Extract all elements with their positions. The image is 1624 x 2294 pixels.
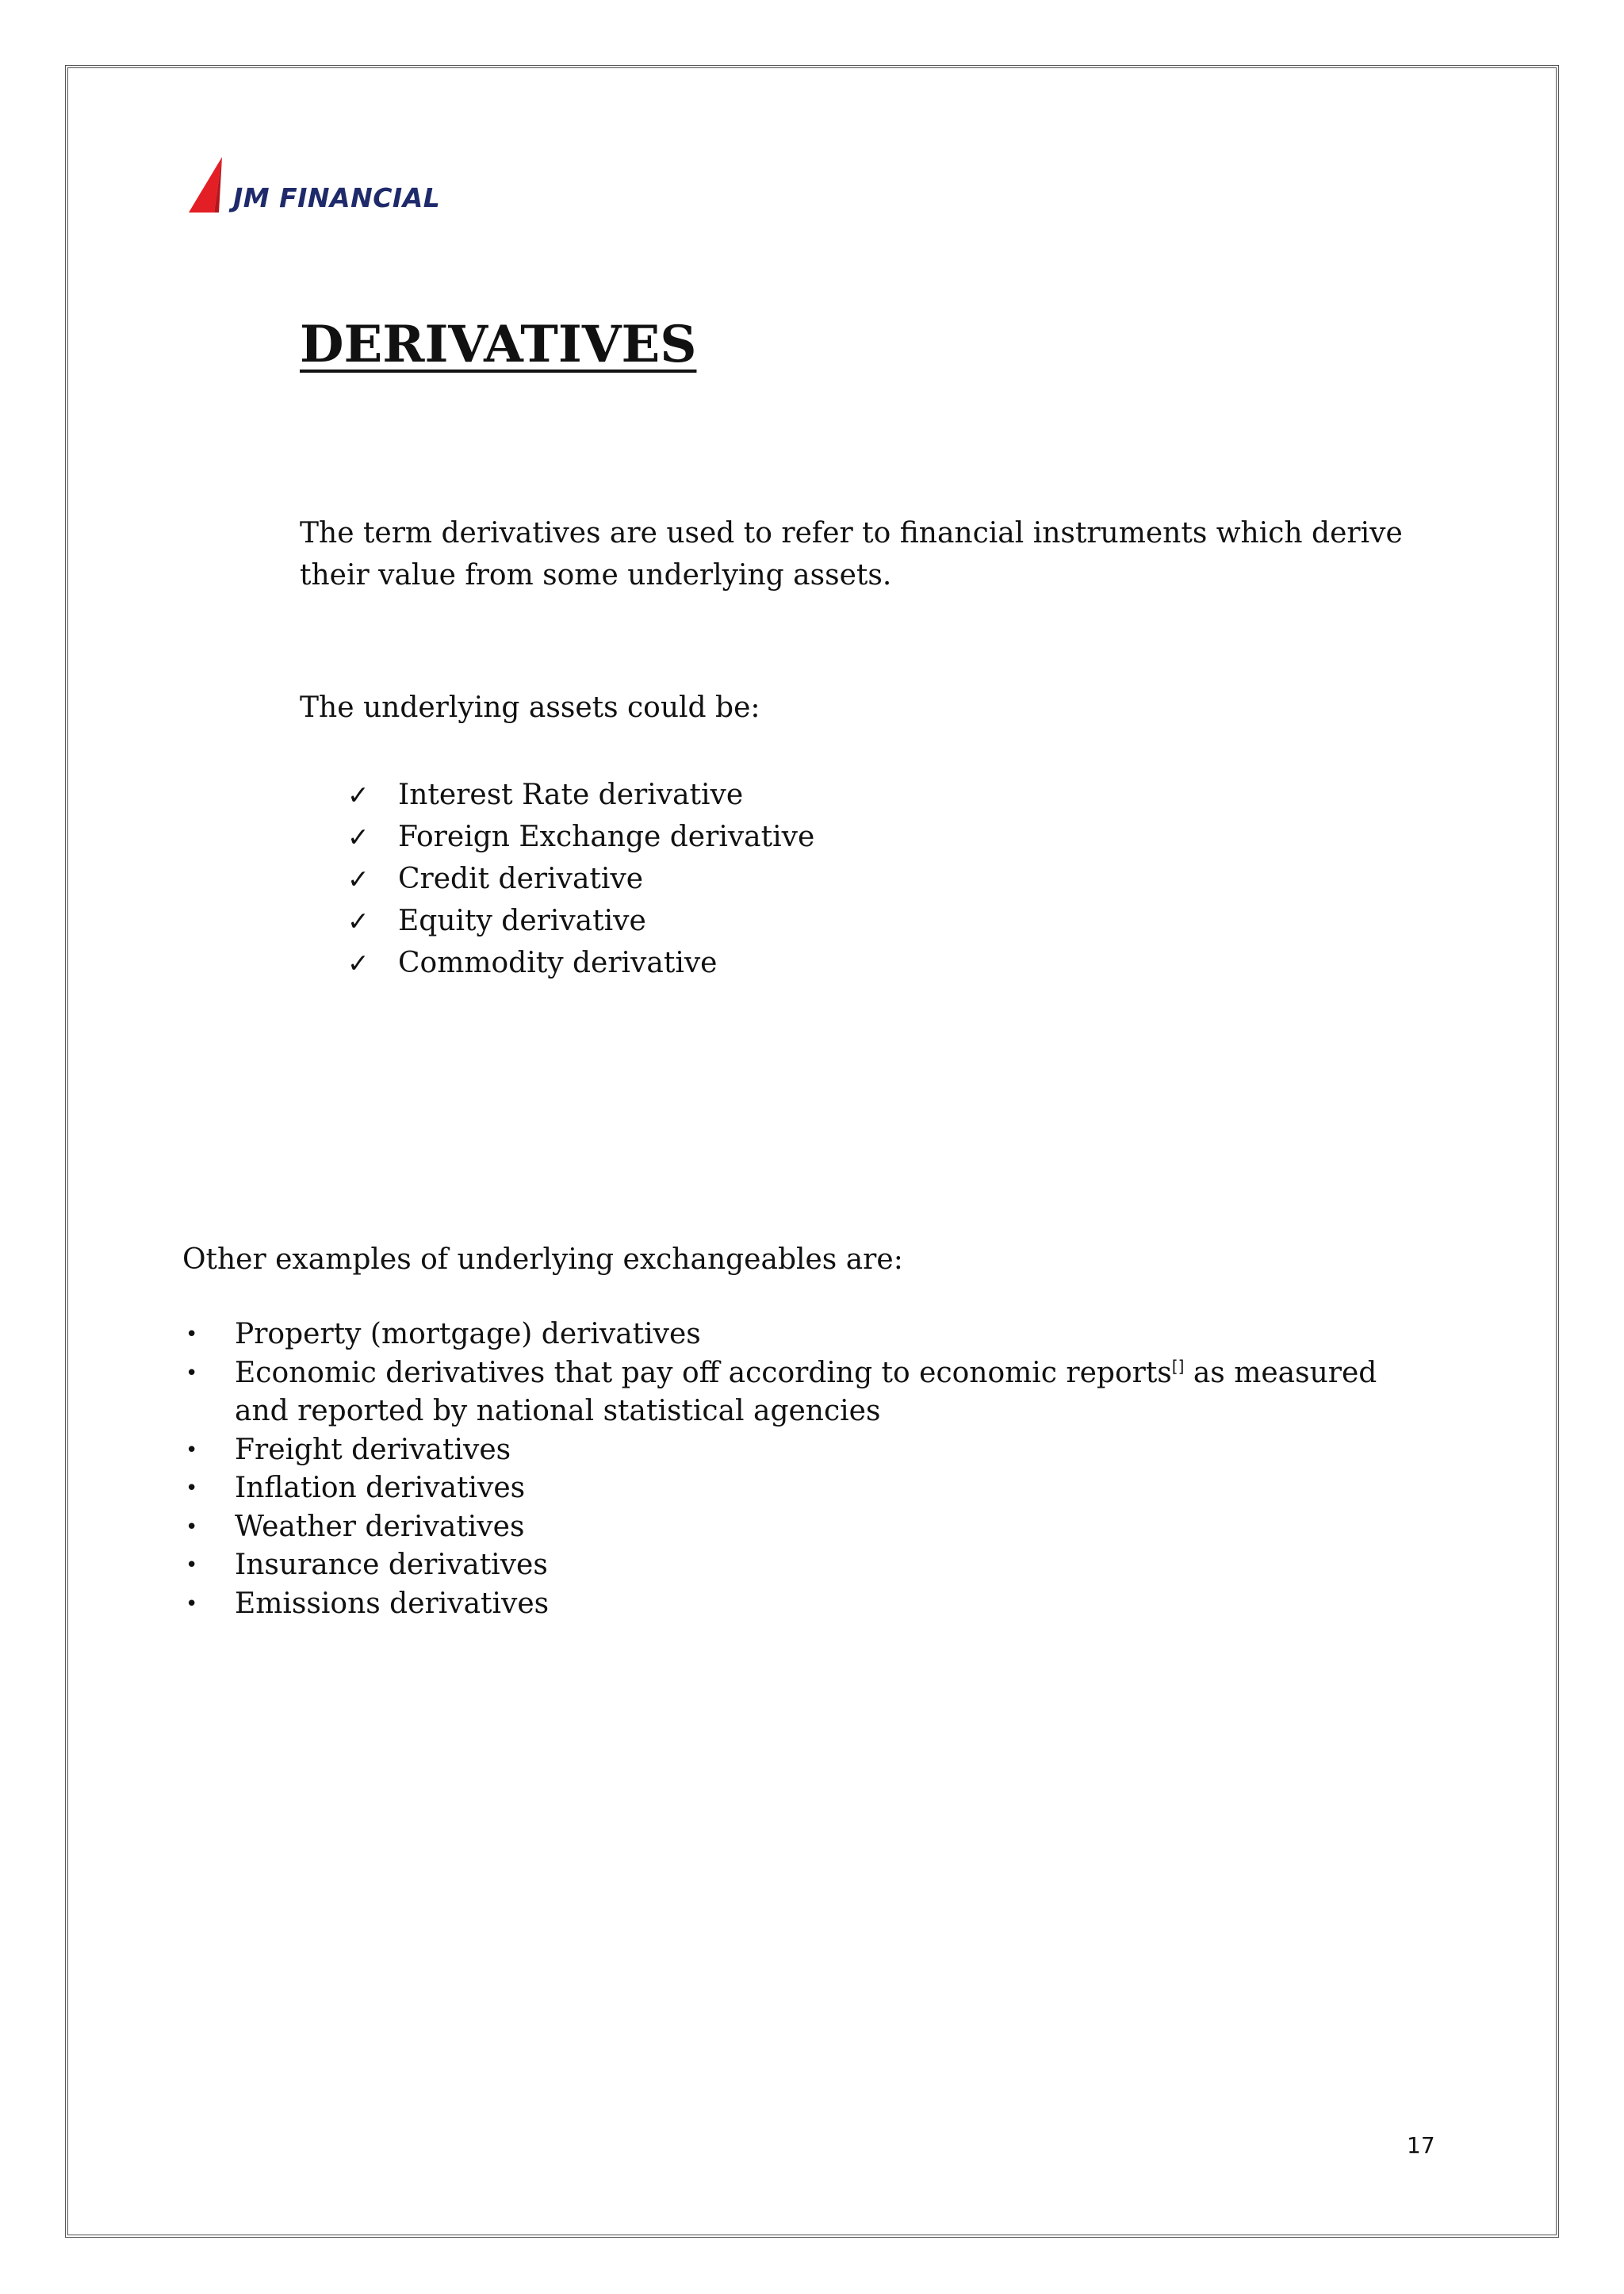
checkmark-icon: ✓ [347,821,370,852]
list-item-label: Property (mortgage) derivatives [235,1318,701,1350]
bullet-icon: • [186,1591,198,1616]
list-item [182,1354,1419,1431]
list-item [182,1469,1419,1508]
list-item-label: Equity derivative [398,905,646,937]
checkmark-icon: ✓ [347,779,370,810]
list-item-label: Commodity derivative [398,947,718,979]
list-item [347,816,814,858]
sail-logo-icon [187,157,227,213]
list-item-label: Freight derivatives [235,1433,511,1466]
list-item-label: Interest Rate derivative [398,779,744,811]
list-item [347,858,814,900]
other-examples-lead-text: Other examples of underlying exchangeables are: [182,1243,903,1276]
list-item-label [235,1354,1419,1431]
list-item [182,1508,1419,1547]
list-item-text-start: Economic derivatives that pay off according to economic reports [235,1356,1172,1389]
checkmark-icon: ✓ [347,948,370,978]
asset-checklist [347,774,814,984]
company-logo [187,157,440,213]
list-item [182,1546,1419,1585]
list-item-label: Insurance derivatives [235,1549,548,1581]
assets-lead-text: The underlying assets could be: [300,691,760,724]
list-item [347,942,814,984]
page-number: 17 [1407,2132,1435,2158]
reference-marker[interactable]: [] [1171,1356,1185,1376]
list-item-label: Emissions derivatives [235,1587,550,1620]
checkmark-icon: ✓ [347,864,370,894]
list-item [347,774,814,816]
list-item-text-end: as measured and reported by national statistical agencies [235,1356,1377,1427]
list-item [182,1431,1419,1470]
page-title: DERIVATIVES [300,315,697,374]
bullet-icon: • [186,1553,198,1577]
list-item-label: Credit derivative [398,863,644,895]
list-item-label: Inflation derivatives [235,1472,526,1504]
list-item-label: Weather derivatives [235,1510,525,1543]
list-item [182,1316,1419,1354]
bullet-icon: • [186,1515,198,1539]
page-border [65,65,1559,2238]
bullet-icon: • [186,1438,198,1462]
list-item [347,900,814,942]
intro-paragraph: The term derivatives are used to refer to financial instruments which derive their value from some underlying assets. [300,517,1403,592]
bullet-icon: • [186,1476,198,1500]
bullet-icon: • [186,1361,198,1385]
checkmark-icon: ✓ [347,906,370,936]
bullet-icon: • [186,1323,198,1346]
list-item-label: Foreign Exchange derivative [398,821,815,853]
other-examples-list [182,1316,1419,1623]
list-item [182,1585,1419,1624]
logo-text: JM FINANCIAL [233,182,441,213]
